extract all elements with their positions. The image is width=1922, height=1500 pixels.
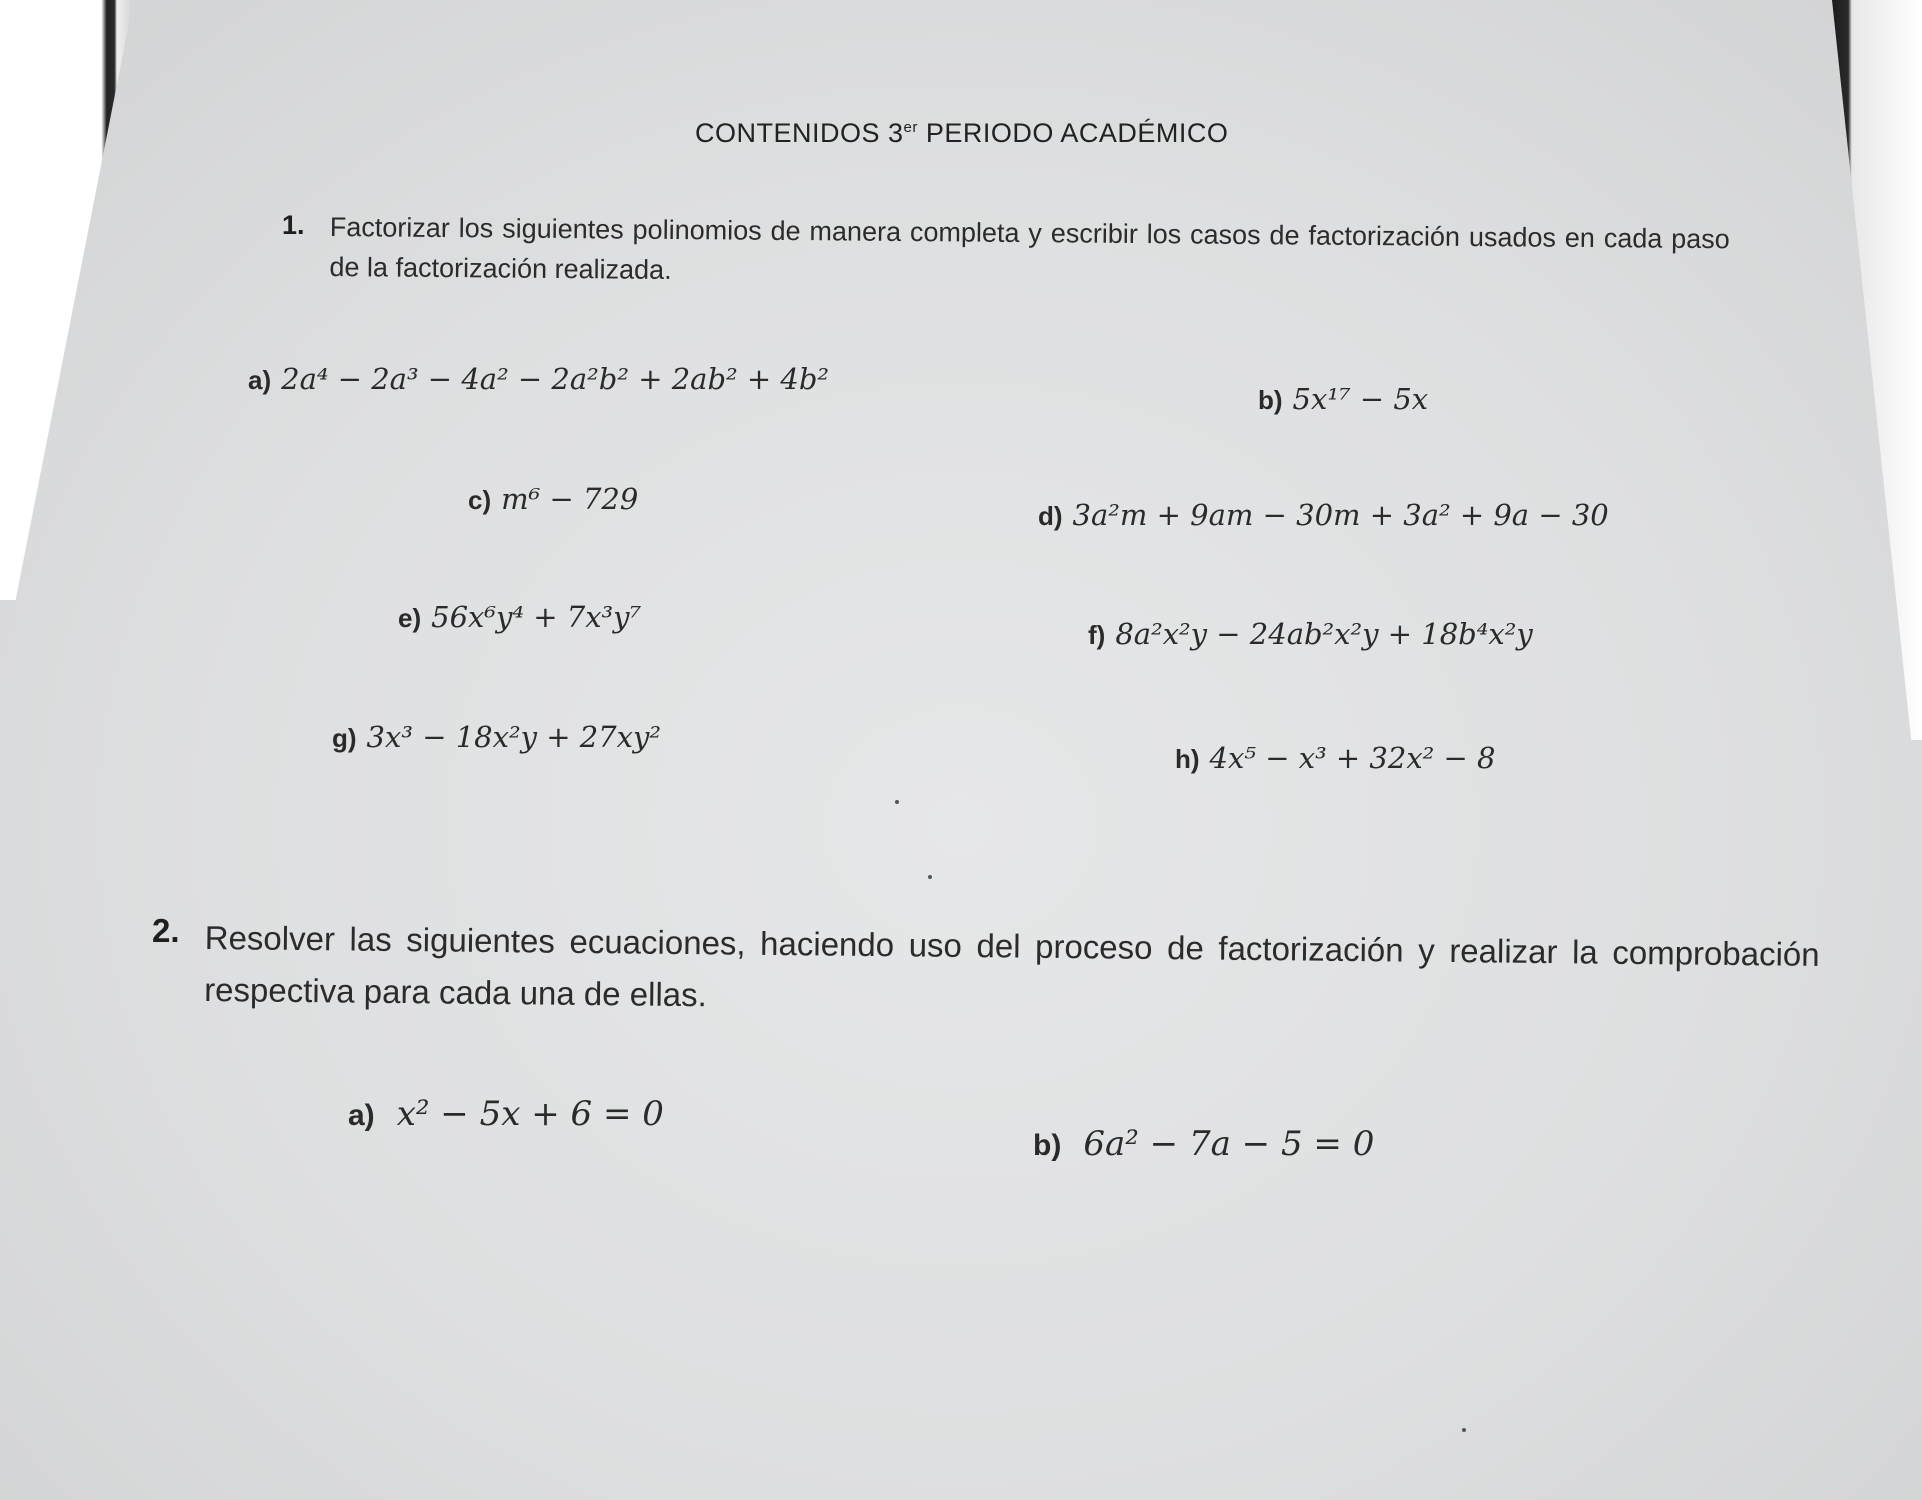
pencil-mark bbox=[895, 800, 899, 804]
exercise-label: a) bbox=[348, 1099, 375, 1132]
exercise-1g bbox=[332, 720, 661, 754]
title-suffix: PERIODO ACADÉMICO bbox=[917, 118, 1229, 148]
exercise-1c bbox=[468, 482, 638, 516]
exercise-expression: 5x¹⁷ − 5x bbox=[1292, 382, 1429, 416]
exercise-expression: m⁶ − 729 bbox=[501, 482, 639, 516]
exercise-label: h) bbox=[1175, 744, 1200, 774]
exercise-label: f) bbox=[1088, 620, 1106, 650]
exercise-label: a) bbox=[248, 365, 272, 395]
question-1-text: Factorizar los siguientes polinomios de manera completa y escribir los casos de factorización usados en cada paso de la factorización realizada. bbox=[329, 211, 1730, 285]
exercise-expression: 2a⁴ − 2a³ − 4a² − 2a²b² + 2ab² + 4b² bbox=[281, 362, 830, 396]
exercise-1h bbox=[1175, 741, 1496, 775]
exercise-label: e) bbox=[398, 603, 422, 633]
exercise-1b bbox=[1258, 382, 1428, 416]
exercise-2a bbox=[348, 1094, 664, 1134]
exercise-2b bbox=[1033, 1124, 1374, 1164]
exercise-1a bbox=[248, 362, 829, 396]
exercise-expression: 3a²m + 9am − 30m + 3a² + 9a − 30 bbox=[1072, 498, 1609, 532]
exercise-expression: 4x⁵ − x³ + 32x² − 8 bbox=[1209, 741, 1496, 775]
exercise-1e bbox=[398, 600, 641, 634]
exercise-expression: 56x⁶y⁴ + 7x³y⁷ bbox=[431, 600, 642, 634]
pencil-mark bbox=[928, 875, 932, 879]
page-title bbox=[695, 118, 1228, 149]
question-1-number: 1. bbox=[282, 210, 305, 240]
exercise-label: b) bbox=[1258, 385, 1283, 415]
exercise-1f bbox=[1088, 617, 1533, 651]
exercise-label: b) bbox=[1033, 1129, 1062, 1162]
exercise-label: d) bbox=[1038, 501, 1063, 531]
exercise-expression: 6a² − 7a − 5 = 0 bbox=[1083, 1124, 1375, 1164]
pencil-mark bbox=[1462, 1428, 1466, 1432]
exercise-expression: 3x³ − 18x²y + 27xy² bbox=[366, 720, 661, 754]
exercise-label: g) bbox=[332, 723, 357, 753]
question-2-number: 2. bbox=[152, 912, 180, 949]
title-superscript: er bbox=[903, 119, 918, 136]
question-2-text: Resolver las siguientes ecuaciones, haciendo uso del proceso de factorización y realizar la comprobación respectiva para cada una de ellas. bbox=[203, 918, 1820, 1014]
exercise-label: c) bbox=[468, 485, 492, 515]
exercise-1d bbox=[1038, 498, 1609, 532]
title-prefix: CONTENIDOS 3 bbox=[695, 118, 904, 148]
exercise-expression: 8a²x²y − 24ab²x²y + 18b⁴x²y bbox=[1115, 617, 1533, 651]
exercise-expression: x² − 5x + 6 = 0 bbox=[396, 1094, 664, 1134]
